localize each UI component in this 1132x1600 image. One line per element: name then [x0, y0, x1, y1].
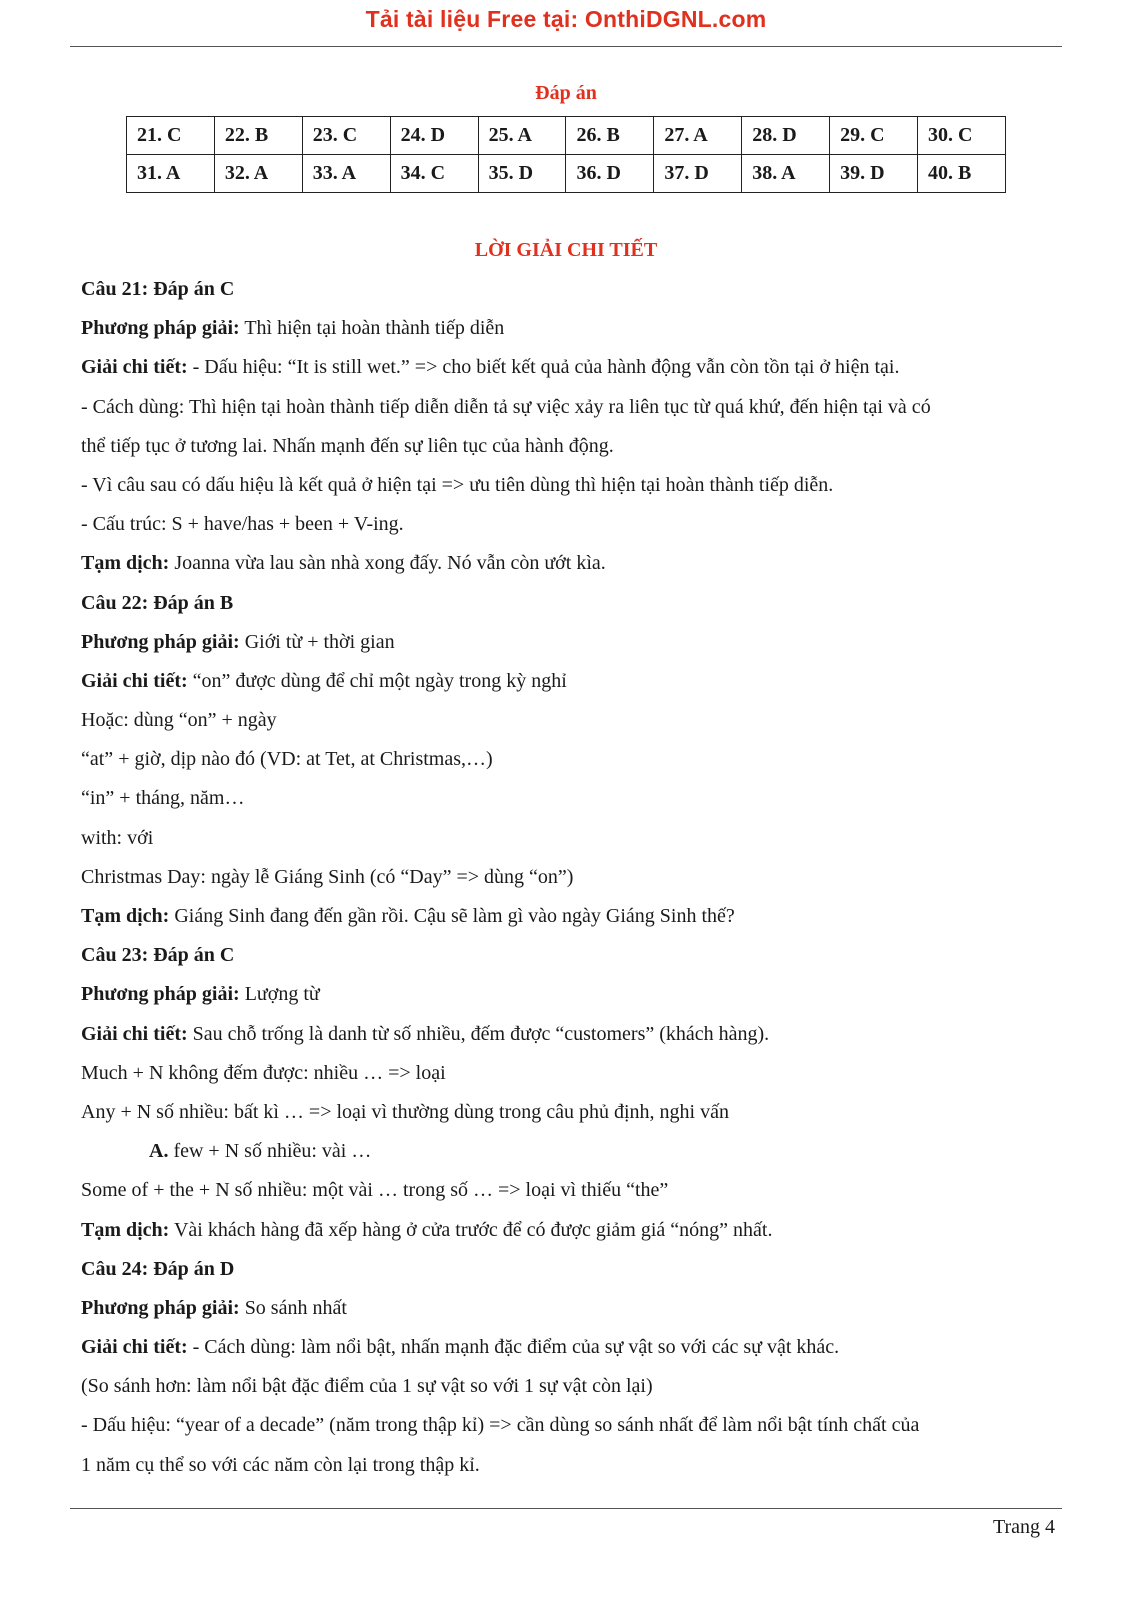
solution-line — [81, 275, 1061, 314]
answer-cell: 35. D — [478, 155, 566, 193]
solution-line-text: few + N số nhiều: vài … — [168, 1140, 372, 1163]
solution-line-label: Câu 22: Đáp án B — [81, 591, 234, 614]
answer-cell: 38. A — [742, 155, 830, 193]
answer-key-title: Đáp án — [535, 82, 597, 104]
solution-line-label: Phương pháp giải: — [81, 1296, 240, 1319]
solution-line-label: Phương pháp giải: — [81, 983, 240, 1006]
solution-line-text: Thì hiện tại hoàn thành tiếp diễn — [239, 317, 505, 340]
solution-line-text: - Dấu hiệu: “It is still wet.” => cho biết kết quả của hành động vẫn còn tồn tại ở hiện tại. — [187, 356, 900, 379]
solution-line — [81, 980, 1061, 1019]
answer-cell: 37. D — [654, 155, 742, 193]
answer-key-table — [126, 116, 1006, 193]
solution-line-text: “in” + tháng, năm… — [81, 787, 245, 810]
solution-line — [81, 432, 1061, 471]
answer-cell: 28. D — [742, 117, 830, 155]
solution-line — [81, 549, 1061, 588]
answer-cell: 29. C — [830, 117, 918, 155]
answer-cell: 27. A — [654, 117, 742, 155]
answer-cell: 23. C — [302, 117, 390, 155]
answer-cell: 34. C — [390, 155, 478, 193]
header-site-title: Tải tài liệu Free tại: OnthiDGNL.com — [365, 6, 767, 32]
solution-line — [81, 1255, 1061, 1294]
solution-line — [81, 314, 1061, 353]
solution-line — [81, 510, 1061, 549]
solution-line — [81, 902, 1061, 941]
header-divider — [70, 46, 1062, 47]
solution-line-text: with: với — [81, 826, 154, 849]
solution-line-text: thể tiếp tục ở tương lai. Nhấn mạnh đến sự liên tục của hành động. — [81, 434, 614, 457]
answer-cell: 25. A — [478, 117, 566, 155]
solution-line-text: - Cấu trúc: S + have/has + been + V-ing. — [81, 513, 404, 536]
solution-line — [81, 706, 1061, 745]
solution-line-text: Giới từ + thời gian — [239, 630, 395, 653]
solution-line — [81, 1137, 1061, 1176]
answer-cell: 36. D — [566, 155, 654, 193]
solution-line-text: Much + N không đếm được: nhiều … => loại — [81, 1061, 446, 1084]
solution-line-text: So sánh nhất — [239, 1296, 347, 1319]
solution-line-text: Christmas Day: ngày lễ Giáng Sinh (có “Day” => dùng “on”) — [81, 865, 574, 888]
solution-line-label: Giải chi tiết: — [81, 669, 188, 692]
page-number: Trang 4 — [992, 1516, 1055, 1538]
solution-line — [81, 1411, 1061, 1450]
solution-line — [81, 1098, 1061, 1137]
answer-row — [127, 117, 1006, 155]
solution-line — [81, 1372, 1061, 1411]
solution-line — [81, 1059, 1061, 1098]
solution-line-text: - Cách dùng: Thì hiện tại hoàn thành tiếp diễn diễn tả sự việc xảy ra liên tục từ quá khứ, đến hiện tại và có — [81, 395, 931, 418]
solution-line — [81, 628, 1061, 667]
solution-line-text: (So sánh hơn: làm nổi bật đặc điểm của 1 sự vật so với 1 sự vật còn lại) — [81, 1375, 653, 1398]
solution-line — [81, 745, 1061, 784]
solution-line-label: Tạm dịch: — [81, 905, 170, 927]
solution-line — [81, 784, 1061, 823]
solution-line-text: - Vì câu sau có dấu hiệu là kết quả ở hiện tại => ưu tiên dùng thì hiện tại hoàn thành tiếp diễn. — [81, 473, 834, 496]
answer-cell: 21. C — [127, 117, 215, 155]
solution-line — [81, 1216, 1061, 1255]
solution-line-text: - Dấu hiệu: “year of a decade” (năm trong thập kỉ) => cần dùng so sánh nhất để làm nổi bật tính chất của — [81, 1414, 920, 1437]
solution-line — [81, 1451, 1061, 1490]
solution-line-label: Giải chi tiết: — [81, 356, 188, 379]
solution-line-text: Joanna vừa lau sàn nhà xong đấy. Nó vẫn còn ướt kìa. — [169, 552, 606, 575]
solution-line-label: Giải chi tiết: — [81, 1336, 188, 1359]
solution-line — [81, 471, 1061, 510]
solutions-body — [81, 275, 1061, 1490]
answer-cell: 22. B — [214, 117, 302, 155]
solution-line-label: A. — [149, 1140, 169, 1163]
answer-cell: 31. A — [127, 155, 215, 193]
answer-cell: 30. C — [918, 117, 1006, 155]
solution-line — [81, 941, 1061, 980]
solution-line-label: Giải chi tiết: — [81, 1022, 188, 1045]
solution-line — [81, 1020, 1061, 1059]
solution-line — [81, 393, 1061, 432]
solution-line-text: Giáng Sinh đang đến gần rồi. Cậu sẽ làm gì vào ngày Giáng Sinh thế? — [169, 905, 735, 927]
solution-line — [81, 1294, 1061, 1333]
solution-line — [81, 589, 1061, 628]
solution-line-text: Sau chỗ trống là danh từ số nhiều, đếm được “customers” (khách hàng). — [187, 1022, 770, 1045]
solution-line-label: Phương pháp giải: — [81, 317, 240, 340]
solution-line — [81, 353, 1061, 392]
solution-line — [81, 863, 1061, 902]
solution-line-text: 1 năm cụ thể so với các năm còn lại trong thập kỉ. — [81, 1453, 480, 1476]
answer-cell: 24. D — [390, 117, 478, 155]
solution-line-text: Hoặc: dùng “on” + ngày — [81, 709, 277, 732]
solution-line-text: Vài khách hàng đã xếp hàng ở cửa trước để có được giảm giá “nóng” nhất. — [169, 1218, 773, 1241]
solution-line-text: - Cách dùng: làm nổi bật, nhấn mạnh đặc điểm của sự vật so với các sự vật khác. — [187, 1336, 840, 1359]
solution-line — [81, 1333, 1061, 1372]
answer-cell: 39. D — [830, 155, 918, 193]
solutions-title: LỜI GIẢI CHI TIẾT — [474, 239, 658, 261]
solution-line-label: Câu 23: Đáp án C — [81, 944, 235, 967]
solution-line-text: Some of + the + N số nhiều: một vài … trong số … => loại vì thiếu “the” — [81, 1179, 669, 1202]
solution-line — [81, 1176, 1061, 1215]
answer-cell: 26. B — [566, 117, 654, 155]
solution-line — [81, 824, 1061, 863]
solution-line — [81, 667, 1061, 706]
solution-line-label: Câu 21: Đáp án C — [81, 278, 235, 300]
footer-divider — [70, 1508, 1062, 1509]
solution-line-label: Câu 24: Đáp án D — [81, 1257, 235, 1280]
solution-line-text: Any + N số nhiều: bất kì … => loại vì thường dùng trong câu phủ định, nghi vấn — [81, 1100, 729, 1123]
solution-line-text: “on” được dùng để chỉ một ngày trong kỳ nghỉ — [187, 669, 567, 692]
solution-line-label: Tạm dịch: — [81, 1218, 170, 1241]
answer-cell: 32. A — [214, 155, 302, 193]
answer-cell: 33. A — [302, 155, 390, 193]
answer-cell: 40. B — [918, 155, 1006, 193]
solution-line-label: Tạm dịch: — [81, 552, 170, 575]
solution-line-text: “at” + giờ, dịp nào đó (VD: at Tet, at Christmas,…) — [81, 748, 493, 771]
solution-line-text: Lượng từ — [239, 983, 320, 1006]
answer-row — [127, 155, 1006, 193]
solution-line-label: Phương pháp giải: — [81, 630, 240, 653]
